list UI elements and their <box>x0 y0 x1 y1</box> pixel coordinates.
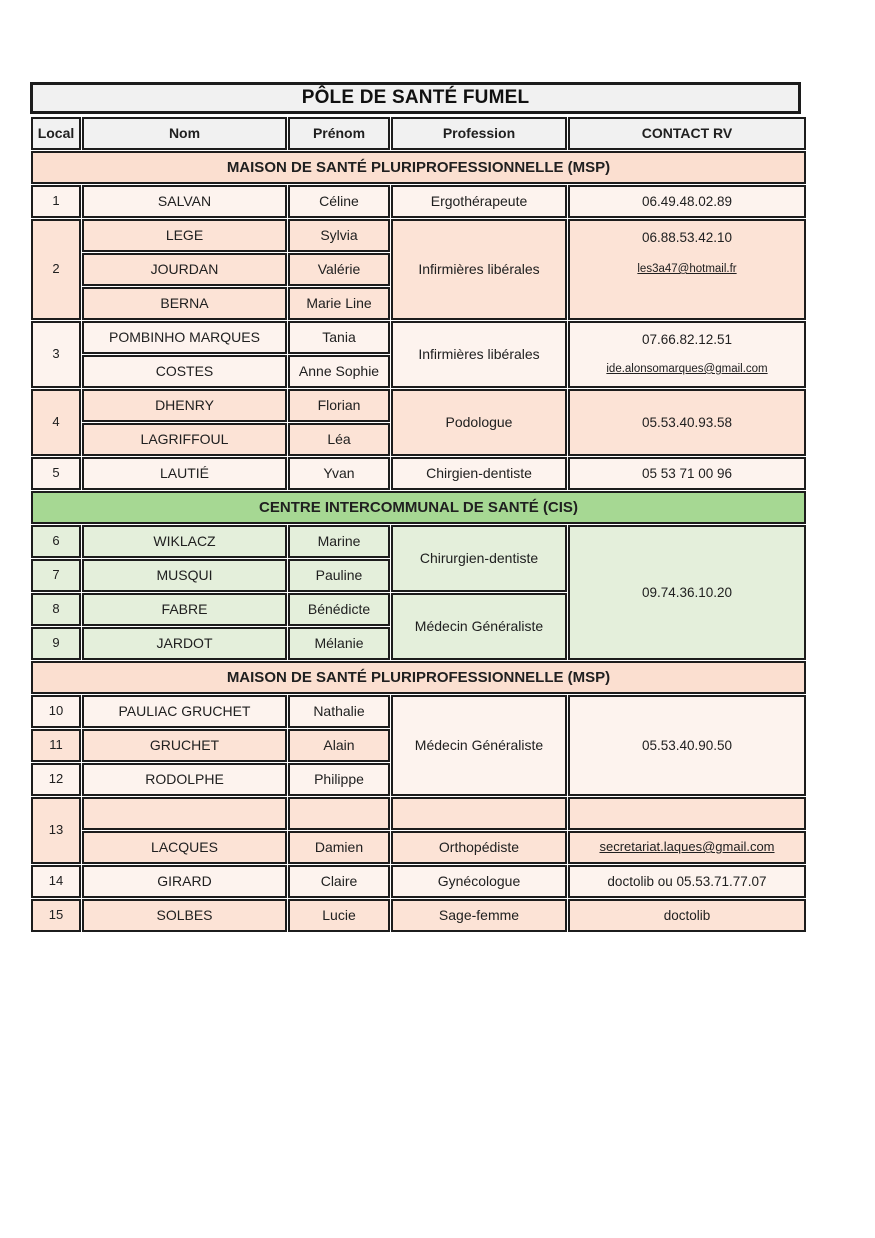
cell-prenom: Bénédicte <box>288 593 390 626</box>
cell-contact-empty <box>568 797 806 830</box>
contact-stack <box>570 223 804 317</box>
cell-profession: Gynécologue <box>391 865 567 898</box>
cell-profession: Infirmières libérales <box>391 321 567 388</box>
cell-prenom: Lucie <box>288 899 390 932</box>
cell-prenom: Yvan <box>288 457 390 490</box>
table-row <box>31 865 806 898</box>
document <box>30 82 801 933</box>
cell-local: 7 <box>31 559 81 592</box>
cell-prenom: Léa <box>288 423 390 456</box>
cell-contact: 06.49.48.02.89 <box>568 185 806 218</box>
cell-profession-empty <box>391 797 567 830</box>
cell-nom: WIKLACZ <box>82 525 287 558</box>
cell-local: 4 <box>31 389 81 456</box>
cell-nom-empty <box>82 797 287 830</box>
table-row <box>31 525 806 558</box>
col-header-prenom: Prénom <box>288 117 390 150</box>
cell-local: 10 <box>31 695 81 728</box>
cell-contact: doctolib <box>568 899 806 932</box>
cell-prenom: Nathalie <box>288 695 390 728</box>
cell-prenom: Pauline <box>288 559 390 592</box>
cell-prenom: Sylvia <box>288 219 390 252</box>
section-msp-2: MAISON DE SANTÉ PLURIPROFESSIONNELLE (MSP) <box>31 661 806 694</box>
cell-profession: Médecin Généraliste <box>391 593 567 660</box>
cell-nom: BERNA <box>82 287 287 320</box>
table-title <box>30 82 801 114</box>
cell-local: 2 <box>31 219 81 320</box>
contact-filler <box>570 285 804 316</box>
table-row <box>31 831 806 864</box>
cell-prenom-empty <box>288 797 390 830</box>
cell-profession: Podologue <box>391 389 567 456</box>
table-row <box>31 457 806 490</box>
cell-prenom: Marie Line <box>288 287 390 320</box>
contact-phone: 06.88.53.42.10 <box>641 230 733 246</box>
cell-contact: 05 53 71 00 96 <box>568 457 806 490</box>
table-row <box>31 661 806 694</box>
table-row <box>31 151 806 184</box>
cell-contact: 05.53.40.90.50 <box>568 695 806 796</box>
table-row <box>31 185 806 218</box>
section-msp-1: MAISON DE SANTÉ PLURIPROFESSIONNELLE (MSP) <box>31 151 806 184</box>
cell-local: 14 <box>31 865 81 898</box>
cell-contact <box>568 321 806 388</box>
col-header-contact: CONTACT RV <box>568 117 806 150</box>
cell-local: 6 <box>31 525 81 558</box>
cell-nom: JOURDAN <box>82 253 287 286</box>
cell-prenom: Mélanie <box>288 627 390 660</box>
cell-nom: GRUCHET <box>82 729 287 762</box>
cell-contact: doctolib ou 05.53.71.77.07 <box>568 865 806 898</box>
cell-nom: POMBINHO MARQUES <box>82 321 287 354</box>
cell-nom: LACQUES <box>82 831 287 864</box>
cell-profession: Sage-femme <box>391 899 567 932</box>
cell-local: 8 <box>31 593 81 626</box>
cell-contact: 05.53.40.93.58 <box>568 389 806 456</box>
cell-nom: GIRARD <box>82 865 287 898</box>
cell-prenom: Damien <box>288 831 390 864</box>
cell-local: 1 <box>31 185 81 218</box>
cell-profession: Chirurgien-dentiste <box>391 525 567 592</box>
cell-local: 12 <box>31 763 81 796</box>
cell-profession: Orthopédiste <box>391 831 567 864</box>
cell-local: 5 <box>31 457 81 490</box>
table-row <box>31 899 806 932</box>
cell-prenom: Marine <box>288 525 390 558</box>
table-row <box>31 117 806 150</box>
cell-contact[interactable]: secretariat.laques@gmail.com <box>568 831 806 864</box>
cell-nom: SALVAN <box>82 185 287 218</box>
contact-phone: 07.66.82.12.51 <box>641 331 733 347</box>
cell-prenom: Philippe <box>288 763 390 796</box>
section-cis: CENTRE INTERCOMMUNAL DE SANTÉ (CIS) <box>31 491 806 524</box>
table-row <box>31 219 806 252</box>
cell-local: 9 <box>31 627 81 660</box>
contact-stack <box>570 325 804 385</box>
table-row <box>31 321 806 354</box>
cell-nom: SOLBES <box>82 899 287 932</box>
cell-nom: RODOLPHE <box>82 763 287 796</box>
contact-email-link[interactable]: les3a47@hotmail.fr <box>637 262 737 275</box>
cell-prenom: Valérie <box>288 253 390 286</box>
cell-nom: LAGRIFFOUL <box>82 423 287 456</box>
cell-local: 13 <box>31 797 81 864</box>
cell-profession: Chirgien-dentiste <box>391 457 567 490</box>
cell-local: 15 <box>31 899 81 932</box>
cell-prenom: Florian <box>288 389 390 422</box>
table-row <box>31 491 806 524</box>
table-title-text: PÔLE DE SANTÉ FUMEL <box>301 87 530 108</box>
cell-nom: MUSQUI <box>82 559 287 592</box>
table-row <box>31 797 806 830</box>
cell-nom: LEGE <box>82 219 287 252</box>
cell-local: 11 <box>31 729 81 762</box>
col-header-nom: Nom <box>82 117 287 150</box>
cell-profession: Médecin Généraliste <box>391 695 567 796</box>
table-row <box>31 695 806 728</box>
cell-nom: PAULIAC GRUCHET <box>82 695 287 728</box>
cell-prenom: Alain <box>288 729 390 762</box>
cell-nom: COSTES <box>82 355 287 388</box>
cell-nom: JARDOT <box>82 627 287 660</box>
cell-prenom: Anne Sophie <box>288 355 390 388</box>
cell-nom: LAUTIÉ <box>82 457 287 490</box>
cell-nom: FABRE <box>82 593 287 626</box>
col-header-local: Local <box>31 117 81 150</box>
col-header-profession: Profession <box>391 117 567 150</box>
cell-prenom: Tania <box>288 321 390 354</box>
cell-profession: Infirmières libérales <box>391 219 567 320</box>
cell-profession: Ergothérapeute <box>391 185 567 218</box>
staff-table <box>30 116 807 933</box>
cell-prenom: Céline <box>288 185 390 218</box>
cell-contact <box>568 219 806 320</box>
cell-local: 3 <box>31 321 81 388</box>
cell-nom: DHENRY <box>82 389 287 422</box>
cell-prenom: Claire <box>288 865 390 898</box>
cell-contact: 09.74.36.10.20 <box>568 525 806 660</box>
table-row <box>31 389 806 422</box>
contact-email-link[interactable]: ide.alonsomarques@gmail.com <box>606 362 768 375</box>
